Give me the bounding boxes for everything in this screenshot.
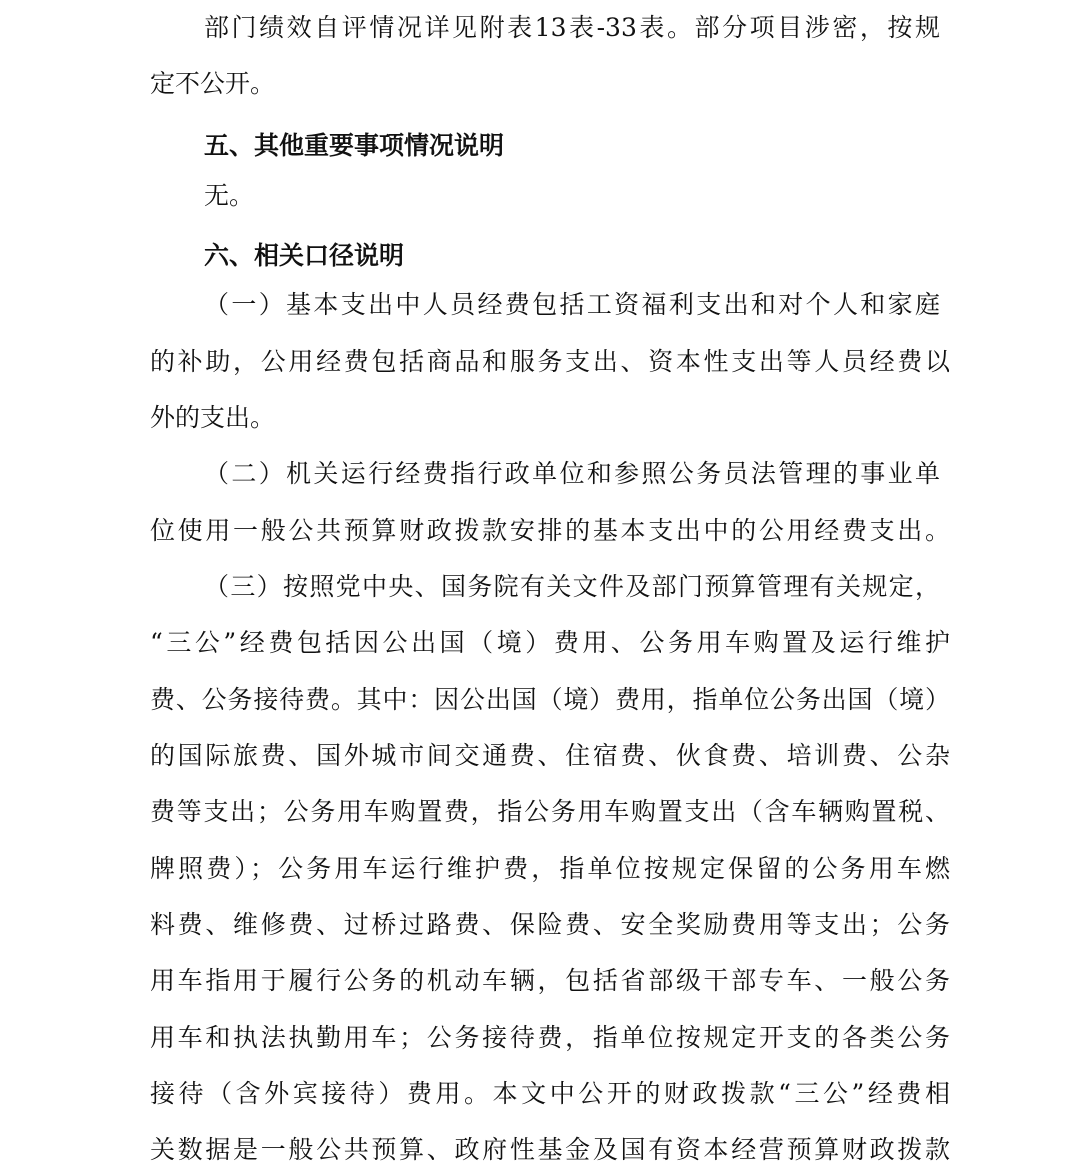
item-2-line-2: 位使用一般公共预算财政拨款安排的基本支出中的公用经费支出。 xyxy=(150,516,950,545)
item-3-line-3: 费、公务接待费。其中：因公出国（境）费用，指单位公务出国（境） xyxy=(150,685,950,714)
item-1-line-3: 外的支出。 xyxy=(150,403,276,432)
item-1-line-1: （一）基本支出中人员经费包括工资福利支出和对个人和家庭 xyxy=(204,290,940,319)
item-3-line-1: （三）按照党中央、国务院有关文件及部门预算管理有关规定， xyxy=(204,572,940,601)
item-3-line-7: 料费、维修费、过桥过路费、保险费、安全奖励费用等支出；公务 xyxy=(150,910,950,939)
item-3-line-6: 牌照费）；公务用车运行维护费，指单位按规定保留的公务用车燃 xyxy=(150,854,950,883)
item-3-line-4: 的国际旅费、国外城市间交通费、住宿费、伙食费、培训费、公杂 xyxy=(150,741,950,770)
item-2-line-1: （二）机关运行经费指行政单位和参照公务员法管理的事业单 xyxy=(204,459,940,488)
item-3-line-9: 用车和执法执勤用车；公务接待费，指单位按规定开支的各类公务 xyxy=(150,1023,950,1052)
none-text: 无。 xyxy=(204,181,255,210)
section-heading-6: 六、相关口径说明 xyxy=(204,241,405,270)
item-3-line-10: 接待（含外宾接待）费用。本文中公开的财政拨款“三公”经费相 xyxy=(150,1079,950,1108)
item-3-line-11: 关数据是一般公共预算、政府性基金及国有资本经营预算财政拨款 xyxy=(150,1135,950,1164)
section-heading-5: 五、其他重要事项情况说明 xyxy=(204,131,505,160)
item-3-line-5: 费等支出；公务用车购置费，指公务用车购置支出（含车辆购置税、 xyxy=(150,797,950,826)
item-3-line-8: 用车指用于履行公务的机动车辆，包括省部级干部专车、一般公务 xyxy=(150,966,950,995)
performance-line-2: 定不公开。 xyxy=(150,69,276,98)
item-1-line-2: 的补助，公用经费包括商品和服务支出、资本性支出等人员经费以 xyxy=(150,347,950,376)
performance-line-1: 部门绩效自评情况详见附表13表-33表。部分项目涉密，按规 xyxy=(204,13,940,42)
item-3-line-2: “三公”经费包括因公出国（境）费用、公务用车购置及运行维护 xyxy=(150,628,950,657)
